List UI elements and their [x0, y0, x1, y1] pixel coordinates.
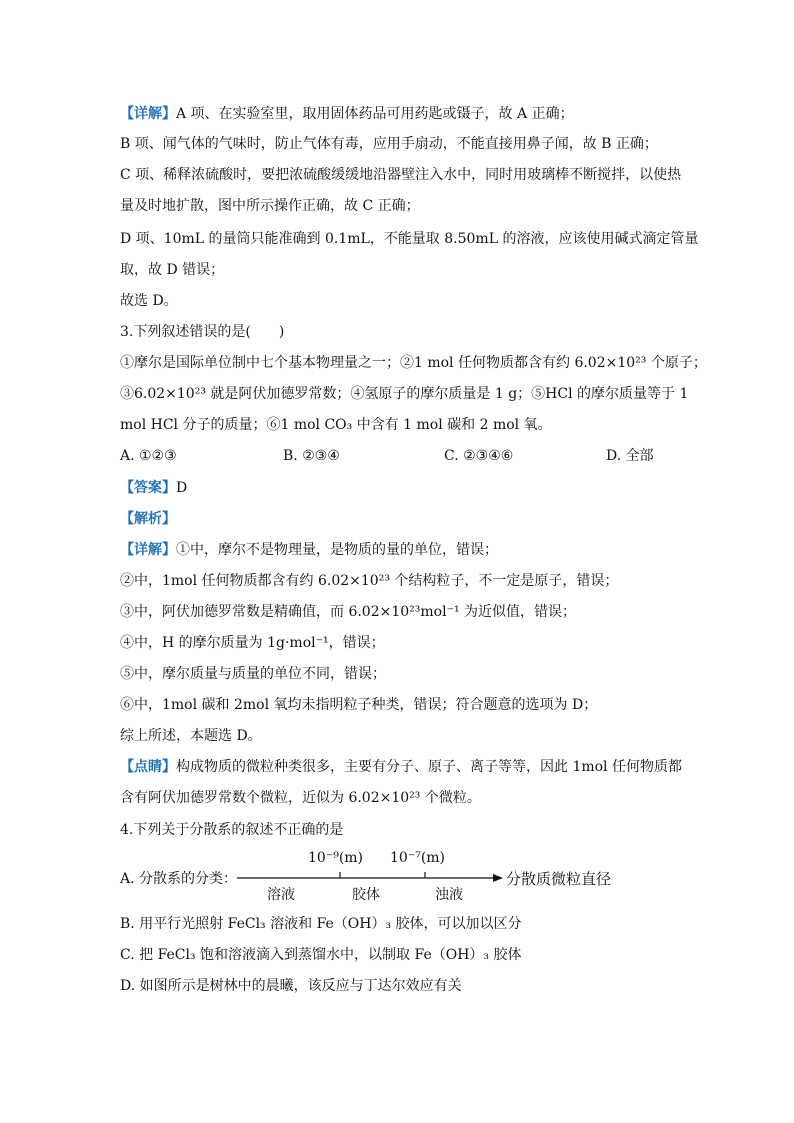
q4-option-c: C. 把 FeCl₃ 饱和溶液滴入到蒸馏水中，以制取 Fe（OH）₃ 胶体	[120, 947, 522, 963]
q2-conclusion: 故选 D。	[120, 293, 178, 309]
q3-detail-1: 【详解】①中，摩尔不是物理量，是物质的量的单位，错误；	[120, 542, 498, 558]
q3-statement-1: ①摩尔是国际单位制中七个基本物理量之一；②1 mol 任何物质都含有约 6.02×10²³ 个原子；	[120, 355, 707, 371]
q2-detail-c1: C 项、稀释浓硫酸时，要把浓硫酸缓缓地沿器壁注入水中，同时用玻璃棒不断搅拌，以使热	[120, 167, 682, 183]
q2-detail-d2: 取，故 D 错误；	[120, 262, 225, 278]
category-suspension: 浊液	[435, 887, 463, 903]
q3-tip-2: 含有阿伏加德罗常数个微粒，近似为 6.02×10²³ 个微粒。	[120, 790, 481, 806]
dispersion-classification-diagram	[120, 850, 640, 904]
detail-tag: 【详解】	[120, 106, 176, 122]
q3-stem: 3.下列叙述错误的是( )	[120, 324, 285, 340]
q4-option-b: B. 用平行光照射 FeCl₃ 溶液和 Fe（OH）₃ 胶体，可以加以区分	[120, 916, 522, 932]
q2-detail-b: B 项、闻气体的气味时，防止气体有毒，应用手扇动，不能直接用鼻子闻，故 B 正确；	[120, 136, 658, 152]
axis-label-diameter: 分散质微粒直径	[506, 870, 612, 888]
q3-analysis	[120, 509, 176, 529]
q4-option-d: D. 如图所示是树林中的晨曦，该反应与丁达尔效应有关	[120, 978, 462, 994]
q3-tip-1: 【点睛】构成物质的微粒种类很多，主要有分子、原子、离子等等，因此 1mol 任何物质都	[120, 759, 682, 775]
q3-option-c: C. ②③④⑥	[444, 448, 514, 464]
q3-detail-3: ③中，阿伏加德罗常数是精确值，而 6.02×10²³mol⁻¹ 为近似值，错误；	[120, 604, 577, 620]
q3-option-d: D. 全部	[606, 448, 654, 464]
q3-option-a: A. ①②③	[120, 448, 177, 464]
diameter-axis-arrow	[235, 872, 505, 884]
q3-statement-3: mol HCl 分子的质量；⑥1 mol CO₃ 中含有 1 mol 碳和 2 mol 氧。	[120, 417, 552, 433]
q2-detail-d1: D 项、10mL 的量筒只能准确到 0.1mL，不能量取 8.50mL 的溶液，应该使用碱式滴定管量	[120, 231, 699, 247]
q4-stem: 4.下列关于分散系的叙述不正确的是	[120, 822, 344, 838]
category-colloid: 胶体	[352, 887, 380, 903]
q2-detail-a: 【详解】A 项、在实验室里，取用固体药品可用药匙或镊子，故 A 正确；	[120, 106, 574, 122]
q3-detail-2: ②中，1mol 任何物质都含有约 6.02×10²³ 个结构粒子，不一定是原子，错误；	[120, 573, 619, 589]
answer-tag: 【答案】	[120, 480, 176, 496]
q3-option-b: B. ②③④	[283, 448, 340, 464]
q3-answer: 【答案】D	[120, 480, 188, 496]
q3-statement-2: ③6.02×10²³ 就是阿伏加德罗常数；④氢原子的摩尔质量是 1 g；⑤HCl 的摩尔质量等于 1	[120, 386, 689, 402]
q3-detail-5: ⑤中，摩尔质量与质量的单位不同，错误；	[120, 666, 386, 682]
tick-label-1e-7: 10⁻⁷(m)	[390, 850, 446, 866]
tip-tag: 【点睛】	[120, 759, 176, 775]
q3-detail-4: ④中，H 的摩尔质量为 1g·mol⁻¹，错误；	[120, 635, 385, 651]
analysis-tag: 【解析】	[120, 511, 176, 527]
q4-option-a-label: A. 分散系的分类：	[120, 871, 238, 887]
category-solution: 溶液	[267, 887, 295, 903]
q3-detail-6: ⑥中，1mol 碳和 2mol 氧均未指明粒子种类，错误；符合题意的选项为 D；	[120, 697, 598, 713]
q3-summary: 综上所述，本题选 D。	[120, 728, 262, 744]
q2-detail-c2: 量及时地扩散，图中所示操作正确，故 C 正确；	[120, 198, 420, 214]
detail-tag: 【详解】	[120, 542, 176, 558]
tick-label-1e-9: 10⁻⁹(m)	[308, 850, 364, 866]
